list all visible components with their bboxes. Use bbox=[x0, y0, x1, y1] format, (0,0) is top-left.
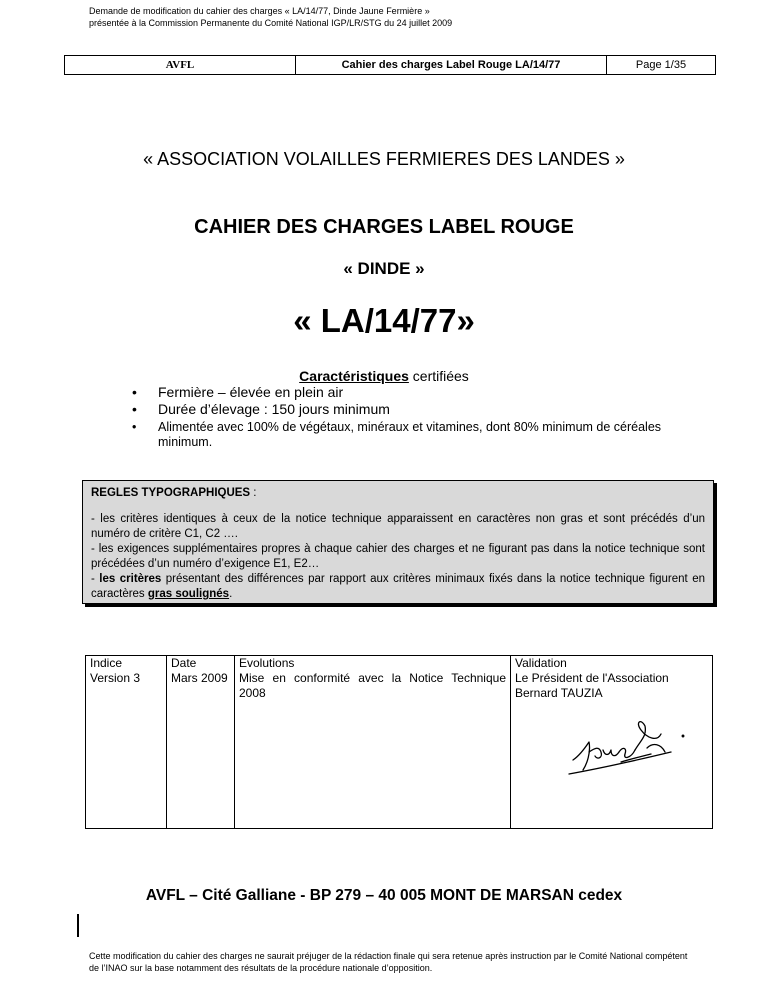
top-note bbox=[89, 5, 452, 29]
table-column-date bbox=[167, 656, 235, 828]
label-code: « LA/14/77» bbox=[293, 302, 475, 339]
top-note-line-2: présentée à la Commission Permanente du Comité National IGP/LR/STG du 24 juillet 2009 bbox=[89, 18, 453, 28]
margin-bar bbox=[77, 914, 79, 937]
header-page-number: Page 1/35 bbox=[635, 59, 687, 71]
table-cell-evolution: Mise en conformité avec la Notice Technique 2008 bbox=[239, 671, 506, 700]
table-cell-date: Mars 2009 bbox=[171, 671, 228, 685]
page-header-table bbox=[64, 55, 716, 75]
characteristics-title-rest: certifiées bbox=[408, 368, 469, 384]
table-header-evolutions: Evolutions bbox=[239, 656, 295, 670]
list-item: • Durée d’élevage : 150 jours minimum bbox=[132, 401, 692, 418]
rules-line-3-emphasis: gras soulignés bbox=[147, 588, 230, 600]
rules-line-1: - les critères identiques à ceux de la notice technique apparaissent en caractères non gras et sont précédés d’un numéro de critère C1, C2 …. bbox=[91, 513, 705, 540]
table-column-indice bbox=[86, 656, 167, 828]
characteristics-title-bold: Caractéristiques bbox=[299, 368, 409, 384]
characteristics-list bbox=[132, 384, 692, 450]
signature-image bbox=[561, 712, 691, 782]
rules-title: REGLES TYPOGRAPHIQUES bbox=[91, 487, 251, 499]
list-item: • Fermière – élevée en plein air bbox=[132, 384, 692, 401]
rules-line-2: - les exigences supplémentaires propres à chaque cahier des charges et ne figurant pas dans la notice technique sont précédées d’un numéro d’exigence E1, E2… bbox=[91, 543, 705, 570]
table-cell-indice: Version 3 bbox=[90, 671, 141, 685]
typographic-rules-box bbox=[82, 480, 714, 604]
rules-line-3-prefix: - bbox=[91, 573, 100, 585]
table-column-evolutions bbox=[235, 656, 511, 828]
table-cell-validation-title: Le Président de l'Association bbox=[515, 671, 669, 685]
rules-line-3-end: . bbox=[229, 588, 233, 600]
rules-line-3-mid: présentant des différences par rapport aux critères minimaux fixés dans la notice technique figurent en caractères bbox=[91, 573, 705, 600]
header-title: Cahier des charges Label Rouge LA/14/77 bbox=[296, 56, 607, 74]
top-note-line-1: Demande de modification du cahier des charges « LA/14/77, Dinde Jaune Fermière » bbox=[89, 6, 430, 16]
document-title: CAHIER DES CHARGES LABEL ROUGE bbox=[194, 216, 574, 238]
table-header-indice: Indice bbox=[90, 656, 123, 670]
table-header-validation: Validation bbox=[515, 656, 567, 670]
bottom-disclaimer: Cette modification du cahier des charges ne saurait préjuger de la rédaction finale qui sera retenue après instruction par le Comité National compétent de l’INAO sur la base notamment des résultats de la procédure nationale d’opposition. bbox=[89, 951, 688, 973]
product-name: « DINDE » bbox=[343, 259, 425, 278]
rules-title-suffix: : bbox=[250, 487, 257, 499]
rules-line-3-bold: les critères bbox=[99, 573, 162, 585]
table-header-date: Date bbox=[171, 656, 197, 670]
rules-line-3 bbox=[91, 572, 705, 602]
characteristics-title bbox=[0, 368, 768, 384]
postal-address: AVFL – Cité Galliane - BP 279 – 40 005 MONT DE MARSAN cedex bbox=[145, 887, 623, 904]
header-org: AVFL bbox=[65, 56, 296, 74]
association-name: « ASSOCIATION VOLAILLES FERMIERES DES LANDES » bbox=[143, 149, 625, 169]
table-cell-validation-name: Bernard TAUZIA bbox=[515, 686, 603, 700]
list-item: • Alimentée avec 100% de végétaux, minéraux et vitamines, dont 80% minimum de céréales minimum. bbox=[132, 420, 692, 450]
